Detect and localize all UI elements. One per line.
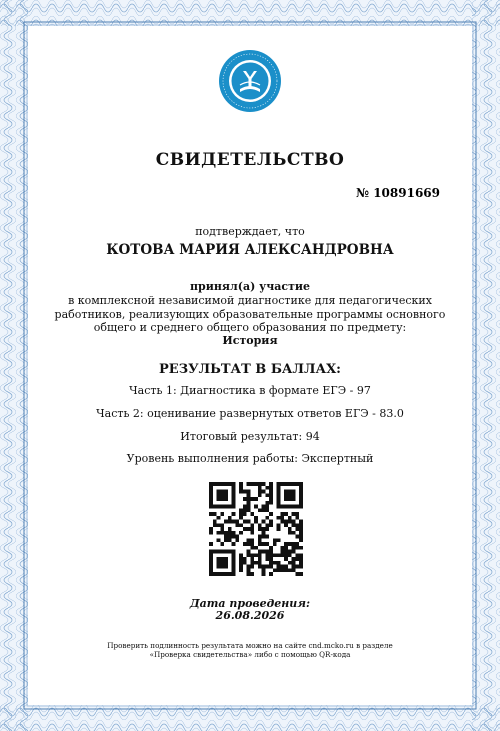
verification-note [0,641,500,659]
part1-result: Часть 1: Диагностика в формате ЕГЭ - 97 [129,384,371,397]
participant-name: КОТОВА МАРИЯ АЛЕКСАНДРОВНА [106,242,394,258]
description-line: работников, реализующих образовательные программы основного [54,307,446,321]
description-line: общего и среднего общего образования по предмету: [93,321,407,334]
description-line: в комплексной независимой диагностике для педагогических [68,294,432,307]
performance-level: Уровень выполнения работы: Экспертный [126,452,374,465]
confirms-text: подтверждает, что [195,225,305,238]
diagnostic-description [0,294,500,335]
certificate-title: СВИДЕТЕЛЬСТВО [155,150,345,170]
date-value: 26.08.2026 [215,609,285,622]
part2-result: Часть 2: оценивание развернутых ответов ЕГЭ - 83.0 [96,407,404,420]
subject-name: История [222,334,278,347]
certificate-number: № 10891669 [355,186,440,200]
participation-text: принял(а) участие [189,280,311,293]
footer-line: Проверить подлинность результата можно на сайте cnd.mcko.ru в разделе [107,641,393,650]
verification-qr-code[interactable] [209,482,303,576]
footer-line: «Проверка свидетельства» либо с помощью QR-кода [149,650,351,659]
mcko-logo-icon [218,49,282,113]
results-heading: РЕЗУЛЬТАТ В БАЛЛАХ: [159,362,341,377]
date-label: Дата проведения: [189,597,311,610]
total-result: Итоговый результат: 94 [180,430,320,443]
